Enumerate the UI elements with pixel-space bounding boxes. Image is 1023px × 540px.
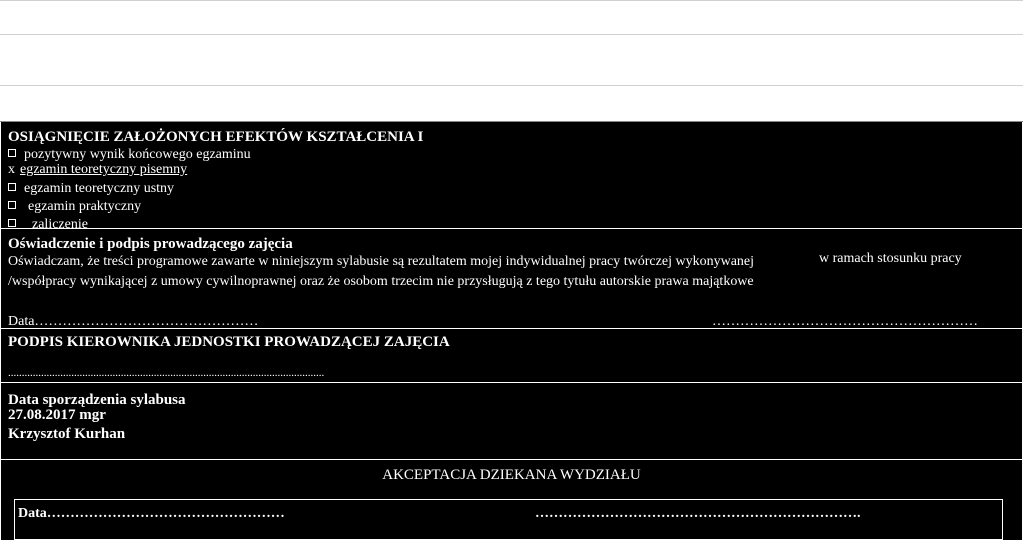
date-field: Data…………………………………………… xyxy=(18,506,285,521)
divider xyxy=(0,34,1023,35)
checkbox-label: zaliczenie xyxy=(32,217,88,229)
effects-heading: OSIĄGNIĘCIE ZAŁOŻONYCH EFEKTÓW KSZTAŁCENIA I xyxy=(8,129,424,145)
checkbox-label: egzamin praktyczny xyxy=(28,199,142,214)
checkbox-icon xyxy=(8,201,16,209)
divider xyxy=(0,85,1023,86)
prepared-date: 27.08.2017 mgr xyxy=(8,407,106,423)
signature-field: ……………………………………………………………. xyxy=(535,506,861,521)
checkbox-icon xyxy=(8,149,16,157)
dean-signature-box xyxy=(14,499,1003,540)
checkbox-item xyxy=(8,147,251,163)
checkbox-label: egzamin teoretyczny ustny xyxy=(24,181,175,196)
statement-text-line: Oświadczam, że treści programowe zawarte w niniejszym sylabusie są rezultatem mojej indywidualnej pracy twórczej wykonywanej xyxy=(8,254,755,269)
prepared-label: Data sporządzenia sylabusa xyxy=(8,392,186,408)
check-x-mark: x xyxy=(8,162,15,177)
dean-heading: AKCEPTACJA DZIEKANA WYDZIAŁU xyxy=(382,467,641,483)
checkbox-item xyxy=(8,199,141,215)
statement-heading: Oświadczenie i podpis prowadzącego zajęcia xyxy=(8,236,293,252)
statement-text-line: w ramach stosunku pracy xyxy=(819,251,962,266)
effects-section xyxy=(0,122,1023,229)
head-signature-heading: PODPIS KIEROWNIKA JEDNOSTKI PROWADZĄCEJ ZAJĘCIA xyxy=(8,334,450,350)
signature-field: ………………………………………………… xyxy=(712,314,978,329)
checkbox-icon xyxy=(8,219,16,227)
statement-text-line: /współpracy wynikającej z umowy cywilnoprawnej oraz że osobom trzecim nie przysługują z tego tytułu autorskie prawa majątkowe xyxy=(8,274,754,289)
blank-form-top xyxy=(0,0,1023,122)
prepared-author: Krzysztof Kurhan xyxy=(8,426,126,442)
divider xyxy=(0,0,1023,1)
checkbox-icon xyxy=(8,183,16,191)
statement-section xyxy=(0,229,1023,329)
dean-section xyxy=(0,460,1023,499)
head-signature-section xyxy=(0,329,1023,383)
checkbox-item xyxy=(8,217,88,229)
date-field: Data………………………………………… xyxy=(8,314,259,329)
checkbox-item xyxy=(8,162,187,178)
checkbox-label: pozytywny wynik końcowego egzaminu xyxy=(24,147,251,162)
prepared-section xyxy=(0,383,1023,460)
signature-field: ................................................................................................................... xyxy=(8,367,325,379)
checkbox-item xyxy=(8,181,174,197)
checkbox-label: egzamin teoretyczny pisemny xyxy=(20,162,188,177)
